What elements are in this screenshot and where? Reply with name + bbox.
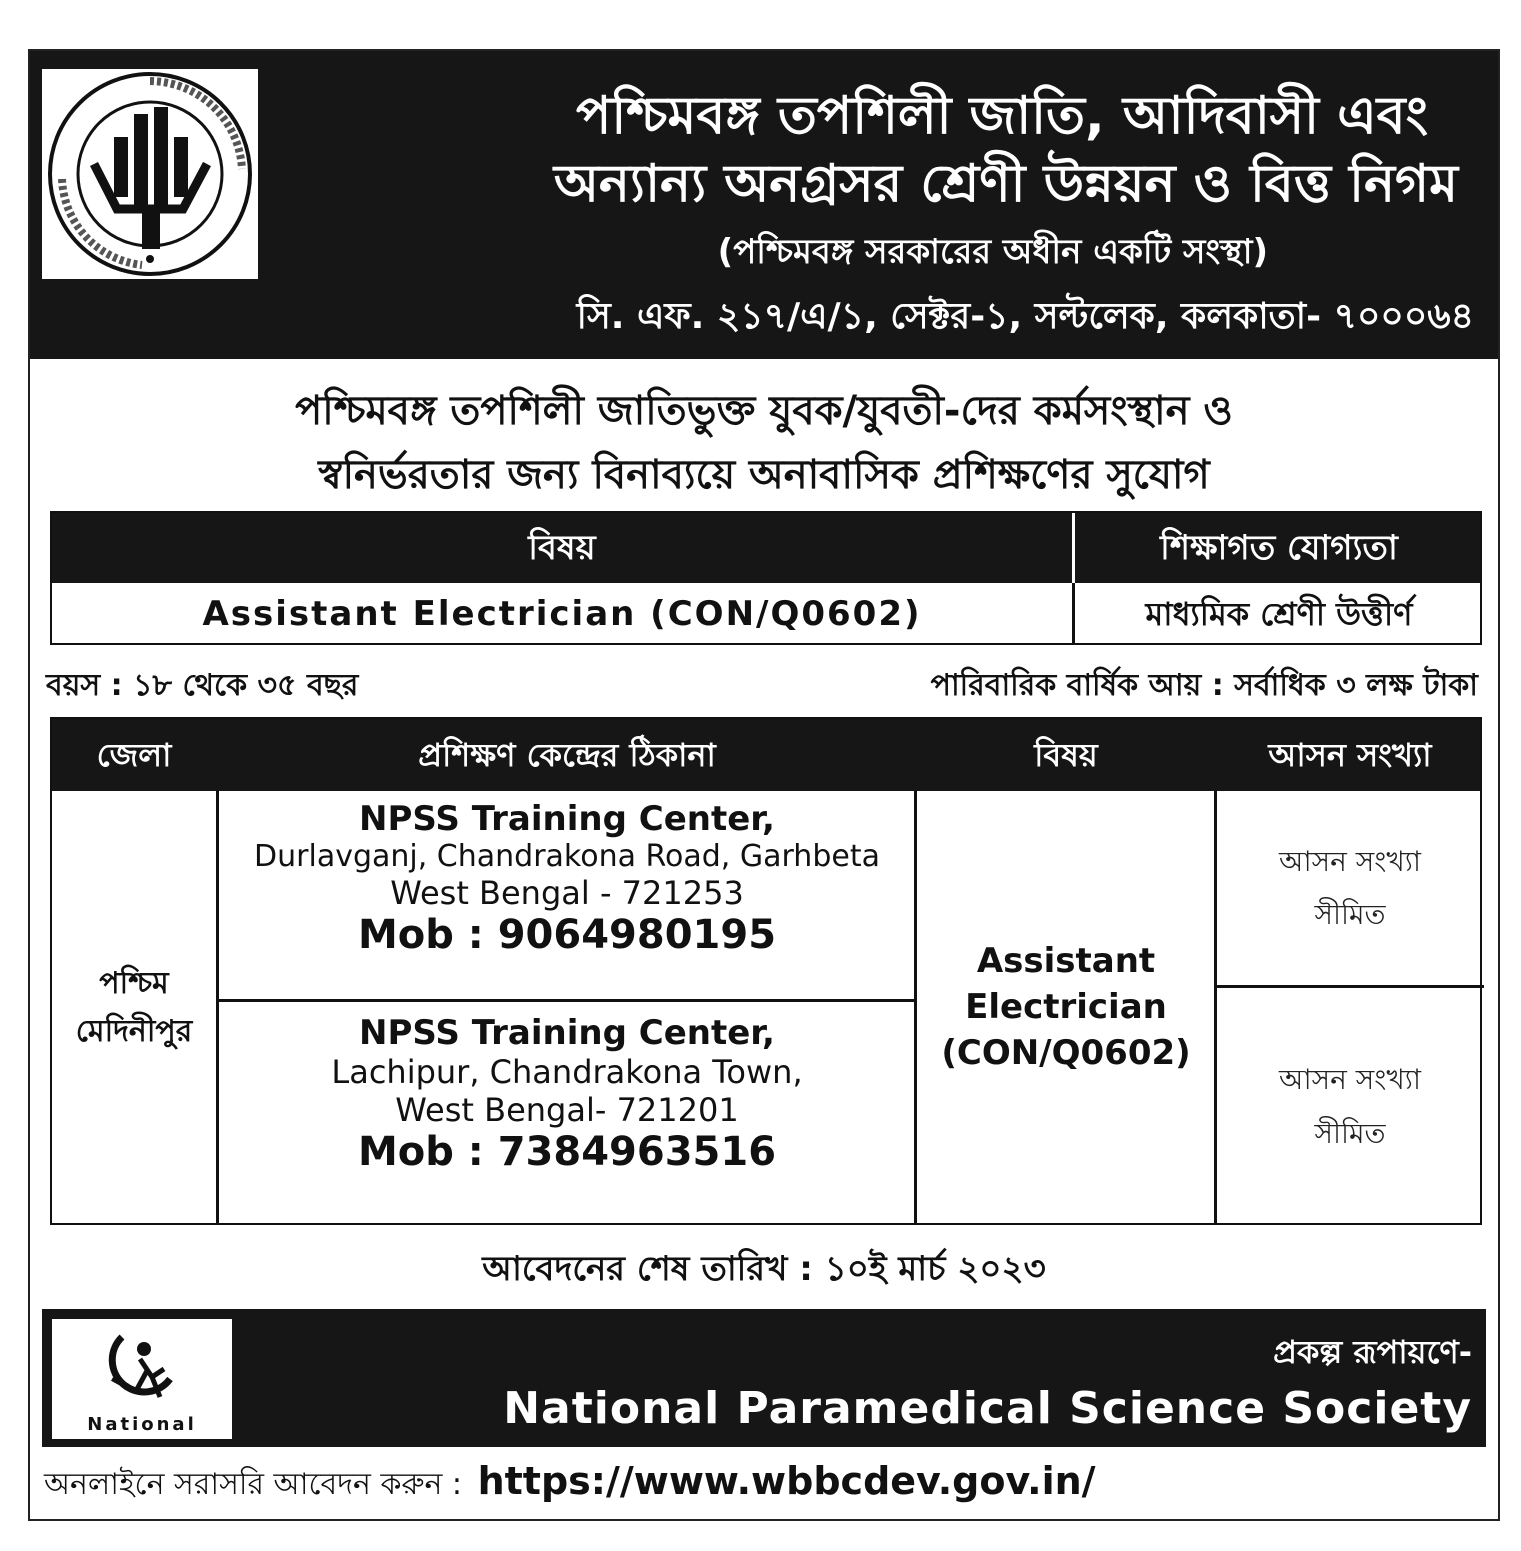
- qualification-cell-education: মাধ্যমিক শ্রেণী উত্তীর্ণ: [1145, 595, 1413, 633]
- last-date: আবেদনের শেষ তারিখ : ১০ই মার্চ ২০২৩: [482, 1249, 1046, 1289]
- seats-label: আসন সংখ্যা: [1279, 1063, 1421, 1097]
- column-divider: [216, 791, 219, 1225]
- header-seats: আসন সংখ্যা: [1268, 736, 1432, 774]
- header-district: জেলা: [96, 736, 172, 774]
- npss-emblem-icon: [52, 1319, 232, 1411]
- district-cell: [52, 791, 216, 1225]
- training-center-table: [50, 717, 1482, 1225]
- header-subtitle: (পশ্চিমবঙ্গ সরকারের অধীন একটি সংস্থা): [717, 232, 1268, 272]
- subject-line3: (CON/Q0602): [941, 1032, 1191, 1073]
- center-name: NPSS Training Center,: [359, 799, 775, 839]
- district-line1: পশ্চিম: [99, 966, 169, 1001]
- column-divider: [914, 791, 917, 1225]
- organization-name: National Paramedical Science Society: [503, 1383, 1472, 1434]
- header-title-line2: অন্যান্য অনগ্রসর শ্রেণী উন্নয়ন ও বিত্ত নিগম: [553, 154, 1458, 214]
- column-divider: [1072, 583, 1075, 645]
- announcement-line2: স্বনির্ভরতার জন্য বিনাব্যয়ে অনাবাসিক প্রশিক্ষণের সুযোগ: [318, 452, 1210, 498]
- apply-label: অনলাইনে সরাসরি আবেদন করুন :: [44, 1467, 463, 1502]
- seats-cell-1: [1218, 791, 1482, 985]
- seats-status: সীমিত: [1314, 898, 1386, 931]
- center-name: NPSS Training Center,: [359, 1013, 775, 1053]
- center-state-pin: West Bengal - 721253: [390, 874, 744, 912]
- qualification-table: [50, 511, 1482, 645]
- column-divider: [1214, 791, 1217, 1225]
- implementation-label: প্রকল্প রূপায়ণে-: [1273, 1333, 1472, 1371]
- qualification-header-subject: বিষয়: [528, 528, 596, 568]
- advertisement: [28, 49, 1500, 1521]
- header-title-line1: পশ্চিমবঙ্গ তপশিলী জাতি, আদিবাসী এবং: [576, 86, 1428, 146]
- row-divider: [216, 999, 916, 1002]
- center-address-2: [220, 1013, 914, 1175]
- center-address-1: [220, 799, 914, 958]
- center-address-line: Lachipur, Chandrakona Town,: [331, 1053, 803, 1091]
- qualification-cell-subject: Assistant Electrician (CON/Q0602): [202, 594, 922, 634]
- npss-logo: [52, 1319, 232, 1439]
- header-address: সি. এফ. ২১৭/এ/১, সেক্টর-১, সল্টলেক, কলকাতা- ৭০০০৬৪: [576, 296, 1474, 337]
- header-banner: [30, 51, 1498, 359]
- age-requirement: বয়স : ১৮ থেকে ৩৫ বছর: [46, 668, 359, 703]
- center-address-line: Durlavganj, Chandrakona Road, Garhbeta: [254, 839, 880, 874]
- district-line2: মেদিনীপুর: [75, 1014, 193, 1049]
- header-center-address: প্রশিক্ষণ কেন্দ্রের ঠিকানা: [418, 736, 716, 774]
- center-mobile: Mob : 9064980195: [357, 912, 777, 958]
- center-state-pin: West Bengal- 721201: [395, 1091, 739, 1129]
- seats-status: সীমিত: [1314, 1116, 1386, 1150]
- header-subject: বিষয়: [1034, 736, 1098, 774]
- subject-line2: Electrician: [965, 987, 1167, 1028]
- seats-cell-2: [1218, 988, 1482, 1225]
- corporation-logo: [42, 69, 258, 279]
- subject-line1: Assistant: [976, 941, 1156, 982]
- corporation-emblem-icon: [42, 69, 258, 279]
- income-requirement: পারিবারিক বার্ষিক আয় : সর্বাধিক ৩ লক্ষ টাকা: [930, 668, 1478, 703]
- apply-online: [44, 1459, 1096, 1511]
- announcement-line1: পশ্চিমবঙ্গ তপশিলী জাতিভুক্ত যুবক/যুবতী-দের কর্মসংস্থান ও: [295, 388, 1233, 434]
- center-mobile: Mob : 7384963516: [357, 1129, 777, 1175]
- subject-cell: [918, 791, 1214, 1225]
- npss-logo-text: National: [87, 1414, 197, 1435]
- qualification-header-education: শিক্ষাগত যোগ্যতা: [1160, 528, 1398, 568]
- apply-url-link[interactable]: https://www.wbbcdev.gov.in/: [477, 1459, 1096, 1503]
- footer-banner: [42, 1309, 1486, 1447]
- seats-label: আসন সংখ্যা: [1279, 844, 1421, 878]
